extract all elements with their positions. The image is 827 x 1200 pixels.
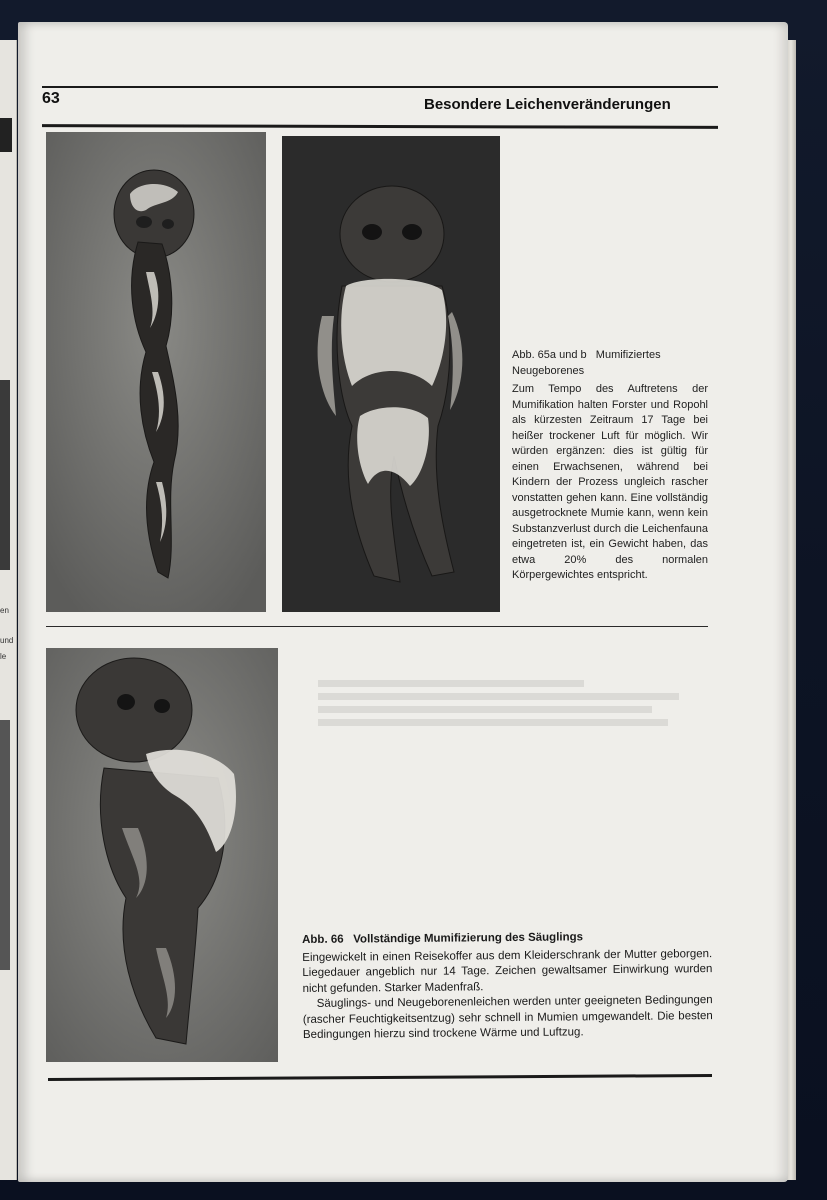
figure-66-paragraph: Säuglings- und Neugeborenenleichen werden unter geeigneten Bedingungen (rascher Feuchtigkeitsentzug) sehr schnell in Mumien umgewandelt. Die besten Bedingungen hierzu sind trockene Wärme und Luftzug. [302,994,713,1041]
left-page-fragment: en [0,606,9,615]
figure-66-label: Abb. 66 [302,933,344,946]
left-page-edge [0,40,17,1180]
figure-65-caption [512,348,708,584]
figure-66-paragraph: Eingewickelt in einen Reisekoffer aus dem Kleiderschrank der Mutter geborgen. Liegedauer angeblich nur 14 Tage. Zeichen gewaltsamer Einwirkung wurden nicht gefunden. Starker Madenfraß. [302,947,713,995]
figure-65-label: Abb. 65a und b [512,349,587,361]
left-page-tab [0,118,12,152]
figure-65-title-text: Mumifiziertes Neugeborenes [512,349,661,377]
left-page-fragment: und [0,636,14,645]
figure-66-title [302,929,712,948]
book-page [18,22,788,1182]
section-divider [46,626,708,627]
header-rule [42,86,718,88]
figure-65-body: Zum Tempo des Auftretens der Mumifikation halten Forster und Ropohl als kürzesten Zeitraum 17 Tage bei heißer trockener Luft für möglich. Wir würden ergänzen: dies ist gültig für einen Erwachsenen, während bei Kindern der Prozess ungleich rascher vonstatten gehen kann. Eine vollständig ausgetrocknete Mumie kann, wenn kein Substanzverlust durch die Leichenfauna eingetreten ist, ein Gewicht haben, das etwa 20% des normalen Körpergewichtes entspricht. [512,383,708,581]
left-page-image-strip [0,380,10,570]
figure-65-title [512,348,708,379]
photo-mummified-infant [46,648,278,1062]
figure-66-title-text: Vollständige Mumifizierung des Säuglings [353,931,584,946]
photo-mummified-newborn-a [46,132,266,612]
running-header-title: Besondere Leichenveränderungen [424,96,671,113]
left-page-fragment: le [0,652,7,661]
left-page-image-strip [0,720,10,970]
page-number: 63 [42,90,60,107]
photo-mummified-newborn-b [282,136,500,612]
bottom-rule [48,1074,712,1081]
header-rule [42,124,718,129]
figure-66-caption [302,929,713,1043]
show-through-text [318,674,698,732]
